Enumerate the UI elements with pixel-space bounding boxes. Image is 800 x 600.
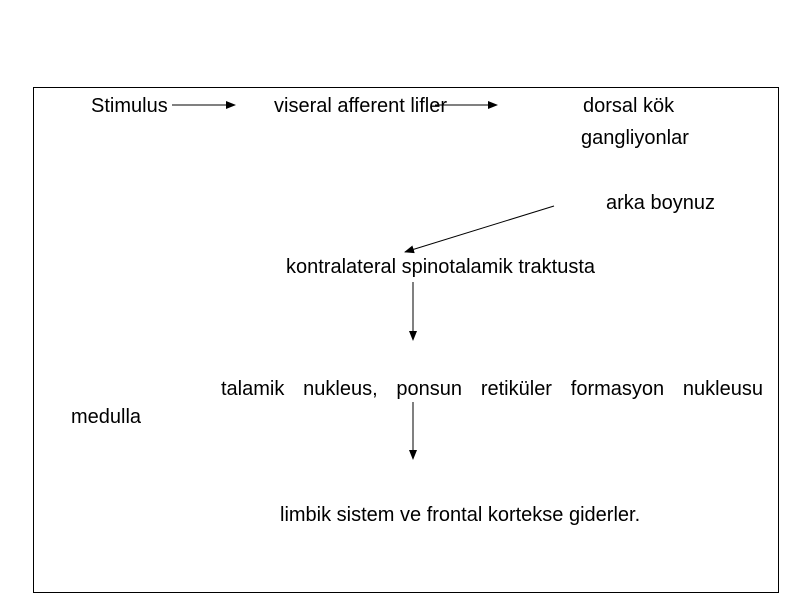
node-thalamic-nuclei: talamik nukleus, ponsun retiküler formasyon nukleusu bbox=[221, 378, 763, 400]
node-spinothalamic-tract: kontralateral spinotalamik traktusta bbox=[286, 256, 596, 278]
node-medulla: medulla bbox=[71, 406, 142, 428]
node-stimulus: Stimulus bbox=[91, 95, 168, 117]
node-visceral-afferent-fibers: viseral afferent lifler bbox=[274, 95, 448, 117]
arrow-dorsal-horn-to-spinothalamic bbox=[405, 206, 554, 252]
node-limbic-frontal: limbik sistem ve frontal kortekse giderler. bbox=[280, 504, 641, 526]
node-ganglia: gangliyonlar bbox=[581, 127, 689, 149]
node-dorsal-root: dorsal kök bbox=[583, 95, 675, 117]
node-dorsal-horn: arka boynuz bbox=[606, 192, 715, 214]
